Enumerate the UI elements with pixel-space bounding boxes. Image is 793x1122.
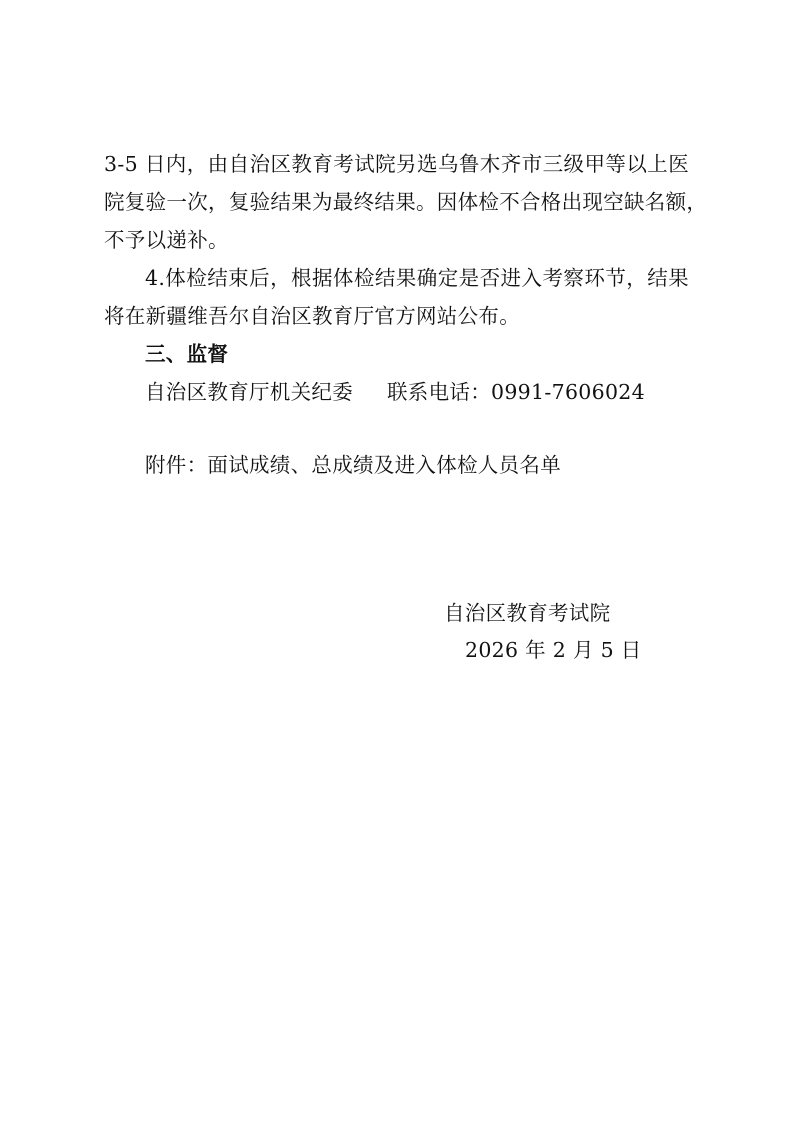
attachment-note: 附件：面试成绩、总成绩及进入体检人员名单 <box>145 453 561 477</box>
paragraph-1-line-2: 院复验一次，复验结果为最终结果。因体检不合格出现空缺名额， <box>104 190 708 214</box>
supervision-phone-number: 0991-7606024 <box>491 380 645 404</box>
supervision-phone-label: 联系电话： <box>387 380 491 404</box>
paragraph-2-line-2: 将在新疆维吾尔自治区教育厅官方网站公布。 <box>104 304 520 328</box>
paragraph-1-line-3: 不予以递补。 <box>104 228 229 252</box>
supervision-department: 自治区教育厅机关纪委 <box>145 380 353 404</box>
section-heading-supervision: 三、监督 <box>145 342 229 366</box>
paragraph-1-line-1: 3-5 日内，由自治区教育考试院另选乌鲁木齐市三级甲等以上医 <box>104 152 689 176</box>
paragraph-2-line-1: 4.体检结束后，根据体检结果确定是否进入考察环节，结果 <box>145 266 689 290</box>
signature-date: 2026 年 2 月 5 日 <box>465 638 642 662</box>
supervision-line <box>145 378 645 406</box>
signature-organization: 自治区教育考试院 <box>444 601 611 625</box>
